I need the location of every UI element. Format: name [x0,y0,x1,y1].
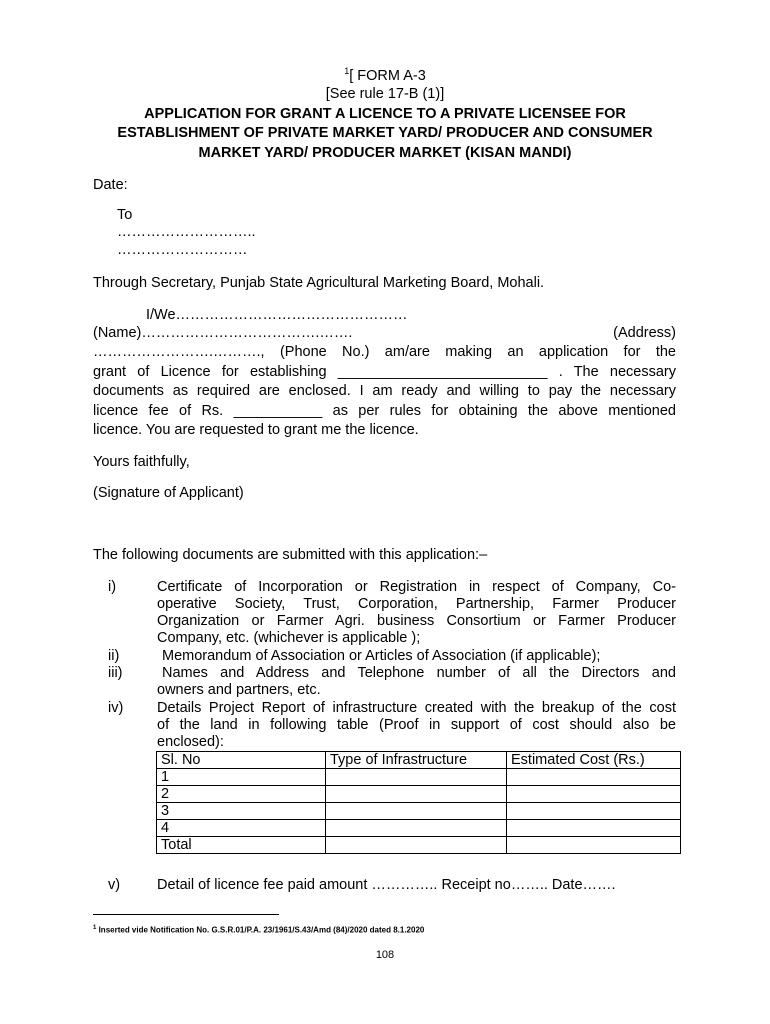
body-line-6: licence fee of Rs. ___________ as per rules for obtaining the above mentioned [93,403,676,419]
infrastructure-type-cell [326,769,507,786]
rule-reference: [See rule 17-B (1)] [325,86,445,102]
item-iv-line-1: Details Project Report of infrastructure created with the breakup of the cost [157,700,676,716]
body-line-5: documents as required are enclosed. I am ready and willing to pay the necessary [93,383,676,399]
table-row [157,820,681,837]
table-row [157,786,681,803]
estimated-cost-cell [507,769,681,786]
sl-no-cell: 2 [157,786,326,803]
to-label: To [117,207,133,223]
estimated-cost-cell [507,820,681,837]
sl-no-cell: 3 [157,803,326,820]
footnote [93,925,424,935]
table-header-row [157,752,681,769]
through-line: Through Secretary, Punjab State Agricultural Marketing Board, Mohali. [93,275,545,291]
estimated-cost-cell [507,837,681,854]
sl-no-cell: 1 [157,769,326,786]
total-label-cell: Total [157,837,326,854]
body-line-2: (Name)……………………………….……. (Address) [93,325,676,341]
item-i-line-3: Organization or Farmer Agri. business Consortium or Farmer Producer [157,613,676,629]
item-i-line-1: Certificate of Incorporation or Registration in respect of Company, Co- [157,579,676,595]
body-line-3: …………………….………., (Phone No.) am/are making an application for the [93,344,676,360]
infrastructure-type-cell [326,786,507,803]
application-title-line-3: MARKET YARD/ PRODUCER MARKET (KISAN MANDI) [198,145,572,161]
footnote-divider [93,914,279,915]
body-line-7: licence. You are requested to grant me the licence. [93,422,419,438]
item-i-line-2: operative Society, Trust, Corporation, Partnership, Farmer Producer [157,596,676,612]
item-marker-iv: iv) [108,700,124,716]
header-sl-no: Sl. No [157,752,326,769]
body-line-1: I/We………………………………………… [146,307,408,323]
item-v-text: Detail of licence fee paid amount ………….. Receipt no…….. Date……. [157,877,616,893]
item-i-line-4: Company, etc. (whichever is applicable ); [157,630,421,646]
estimated-cost-cell [507,786,681,803]
page-number: 108 [375,949,395,961]
to-line-2: ……………………… [117,242,248,258]
documents-intro: The following documents are submitted with this application:– [93,547,488,563]
infrastructure-cost-table [156,751,681,854]
header-estimated-cost: Estimated Cost (Rs.) [507,752,681,769]
item-marker-ii: ii) [108,648,120,664]
item-iv-line-3: enclosed): [157,734,224,750]
header-type-of-infrastructure: Type of Infrastructure [326,752,507,769]
item-iv-line-2: of the land in following table (Proof in support of cost should also be [157,717,676,733]
table-row [157,769,681,786]
table-total-row [157,837,681,854]
body-line-4: grant of Licence for establishing __________________________ . The necessary [93,364,676,380]
item-marker-i: i) [108,579,117,595]
infrastructure-type-cell [326,803,507,820]
item-marker-iii: iii) [108,665,123,681]
item-iii-line-1: Names and Address and Telephone number of all the Directors and [162,665,676,681]
to-line-1: ……………………….. [117,224,256,240]
application-title-line-2: ESTABLISHMENT OF PRIVATE MARKET YARD/ PRODUCER AND CONSUMER [117,125,653,141]
signature-label: (Signature of Applicant) [93,485,244,501]
footnote-ref: 1 [93,925,97,931]
estimated-cost-cell [507,803,681,820]
sl-no-cell: 4 [157,820,326,837]
item-iii-line-2: owners and partners, etc. [157,682,321,698]
footnote-text: Inserted vide Notification No. G.S.R.01/P.A. 23/1961/S.43/Amd (84)/2020 dated 8.1.2020 [98,925,425,935]
infrastructure-type-cell [326,837,507,854]
application-title-line-1: APPLICATION FOR GRANT A LICENCE TO A PRIVATE LICENSEE FOR [144,106,626,122]
item-marker-v: v) [108,877,121,893]
table-row [157,803,681,820]
infrastructure-type-cell [326,820,507,837]
date-label: Date: [93,177,128,193]
form-footnote-ref: 1 [344,66,350,76]
item-ii-line-1: Memorandum of Association or Articles of Association (if applicable); [162,648,601,664]
form-title: $^1$[ FORM A-3 [344,66,426,84]
closing: Yours faithfully, [93,454,190,470]
